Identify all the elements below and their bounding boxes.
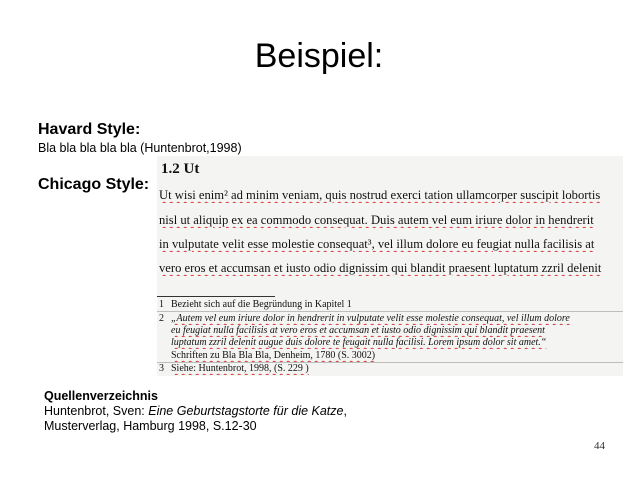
footnote-text: Schriften zu Bla Bla Bla, Denheim, 1780 (S. 3002) (171, 350, 376, 361)
footnote-number: 3 (159, 363, 164, 374)
footnote-line (159, 337, 621, 349)
chicago-style-excerpt (157, 156, 623, 376)
excerpt-body-line: Ut wisi enim² ad minim veniam, quis nostrud exerci tation ullamcorper suscipit lobortis (159, 188, 601, 202)
harvard-style-example: Bla bla bla bla bla (Huntenbrot,1998) (38, 141, 242, 155)
bibliography (44, 389, 347, 434)
excerpt-body-line: nisl ut aliquip ex ea commodo consequat. Duis autem vel eum iriure dolor in hendrerit (159, 213, 594, 227)
excerpt-heading: 1.2 Ut (161, 161, 200, 177)
bibliography-book-title: Eine Geburtstagstorte für die Katze (148, 404, 344, 418)
footnote-text: eu feugiat nulla facilisis at vero eros et accumsan et iusto odio dignissim qui blandit praesent (171, 325, 545, 336)
footnote-rule (157, 296, 275, 297)
footnote-number: 1 (159, 299, 164, 310)
footnote-line (159, 299, 621, 311)
bibliography-punctuation: , (343, 404, 347, 418)
footnote-line (159, 325, 621, 337)
bibliography-author: Huntenbrot, Sven: (44, 404, 149, 418)
footnote-number: 2 (159, 313, 164, 324)
footnote-divider (157, 311, 623, 312)
footnote-line (159, 363, 621, 375)
slide-title: Beispiel: (254, 37, 384, 75)
page-number: 44 (594, 440, 605, 452)
bibliography-entry-line (44, 404, 347, 419)
bibliography-publisher: Musterverlag, Hamburg 1998, S.12-30 (44, 419, 257, 433)
bibliography-heading: Quellenverzeichnis (44, 389, 158, 403)
excerpt-body-line: vero eros et accumsan et iusto odio dignissim qui blandit praesent luptatum zzril delenit (159, 261, 602, 275)
footnote-line (159, 313, 621, 325)
footnote-text: luptatum zzril delenit augue duis dolore te feugait nulla facilisi. Lorem ipsum dolor sit amet.“ (171, 337, 547, 348)
excerpt-body-line: in vulputate velit esse molestie consequat³, vel illum dolore eu feugiat nulla facilisis at (159, 237, 595, 251)
footnote-line (159, 350, 621, 362)
footnote-text: Bezieht sich auf die Begründung in Kapitel 1 (171, 299, 352, 310)
harvard-style-label: Havard Style: (38, 121, 141, 138)
footnote-text: Siehe: Huntenbrot, 1998, (S. 229 ) (171, 363, 309, 374)
chicago-style-label: Chicago Style: (38, 176, 150, 193)
footnote-text: „Autem vel eum iriure dolor in hendrerit in vulputate velit esse molestie consequat, vel illum dolore (171, 313, 570, 324)
